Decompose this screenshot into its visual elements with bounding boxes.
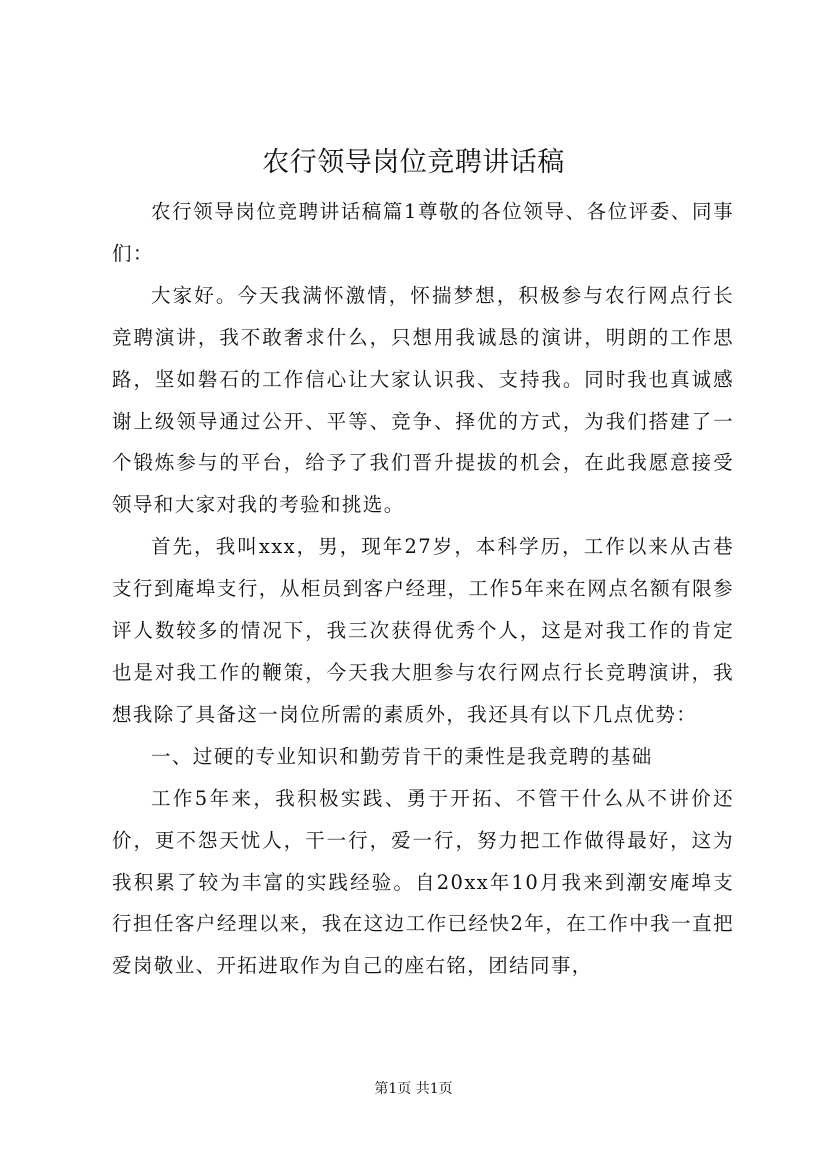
paragraph-introduction: 首先，我叫xxx，男，现年27岁，本科学历，工作以来从古巷支行到庵埠支行，从柜员到客户经理，工作5年来在网点名额有限参评人数较多的情况下，我三次获得优秀个人，这是对我工作的肯定也是对我工作的鞭策，今天我大胆参与农行网点行长竞聘演讲，我想我除了具备这一岗位所需的素质外，我还具有以下几点优势： bbox=[112, 535, 734, 726]
section-heading: 一、过硬的专业知识和勤劳肯干的秉性是我竞聘的基础 bbox=[151, 744, 653, 768]
document-body bbox=[112, 191, 734, 987]
document-title: 农行领导岗位竞聘讲话稿 bbox=[262, 147, 565, 178]
paragraph-experience: 工作5年来，我积极实践、勇于开拓、不管干什么从不讲价还价，更不怨天忧人，干一行，爱一行，努力把工作做得最好，这为我积累了较为丰富的实践经验。自20xx年10月我来到潮安庵埠支行担任客户经理以来，我在这边工作已经快2年，在工作中我一直把爱岗敬业、开拓进取作为自己的座右铭，团结同事， bbox=[112, 786, 734, 978]
paragraph-greeting: 大家好。今天我满怀激情，怀揣梦想，积极参与农行网点行长竞聘演讲，我不敢奢求什么，只想用我诚恳的演讲，明朗的工作思路，坚如磐石的工作信心让大家认识我、支持我。同时我也真诚感谢上级领导通过公开、平等、竞争、择优的方式，为我们搭建了一个锻炼参与的平台，给予了我们晋升提拔的机会，在此我愿意接受领导和大家对我的考验和挑选。 bbox=[112, 283, 734, 517]
page-footer: 第1页 共1页 bbox=[374, 1081, 453, 1097]
paragraph-opening: 农行领导岗位竞聘讲话稿篇1尊敬的各位领导、各位评委、同事们： bbox=[112, 200, 734, 265]
